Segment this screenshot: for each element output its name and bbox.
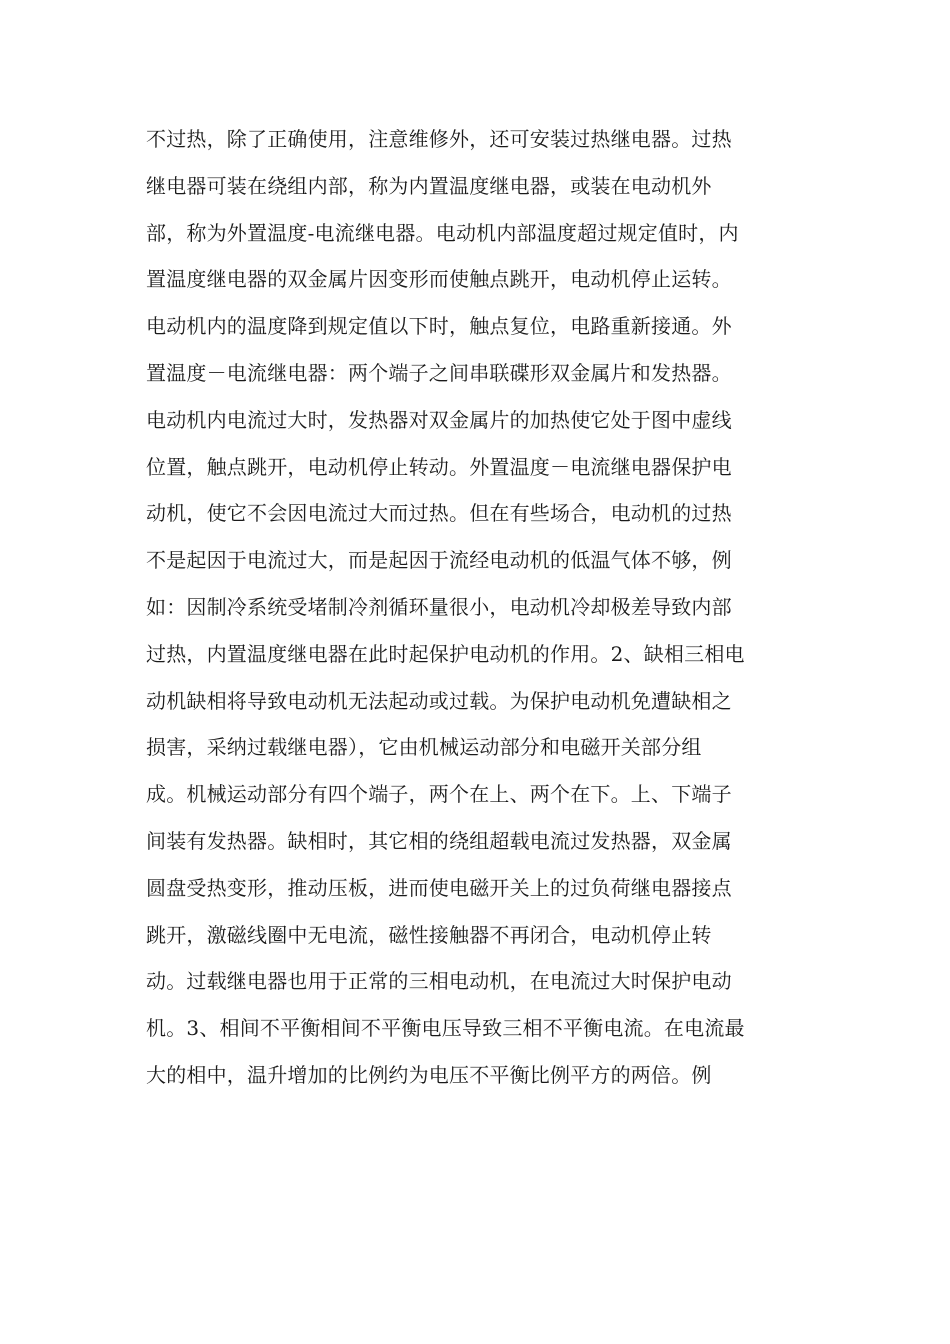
text-line: 不是起因于电流过大，而是起因于流经电动机的低温气体不够，例 (146, 548, 732, 573)
text-line: 机。3、相间不平衡相间不平衡电压导致三相不平衡电流。在电流最 (146, 1016, 745, 1041)
text-line: 间装有发热器。缺相时，其它相的绕组超载电流过发热器，双金属 (146, 828, 732, 853)
text-line: 损害，采纳过载继电器），它由机械运动部分和电磁开关部分组 (146, 735, 702, 760)
text-line: 电动机内电流过大时，发热器对双金属片的加热使它处于图中虚线 (146, 407, 732, 432)
text-line: 动机，使它不会因电流过大而过热。但在有些场合，电动机的过热 (146, 501, 732, 526)
text-line: 如：因制冷系统受堵制冷剂循环量很小，电动机冷却极差导致内部 (146, 594, 732, 619)
text-line: 动。过载继电器也用于正常的三相电动机，在电流过大时保护电动 (146, 969, 732, 994)
text-line: 动机缺相将导致电动机无法起动或过载。为保护电动机免遭缺相之 (146, 688, 732, 713)
text-line: 跳开，激磁线圈中无电流，磁性接触器不再闭合，电动机停止转 (146, 922, 712, 947)
text-line: 圆盘受热变形，推动压板，进而使电磁开关上的过负荷继电器接点 (146, 875, 732, 900)
text-line: 成。机械运动部分有四个端子，两个在上、两个在下。上、下端子 (146, 782, 732, 807)
body-text (146, 116, 816, 1099)
text-line: 继电器可装在绕组内部，称为内置温度继电器，或装在电动机外 (146, 173, 712, 198)
text-line: 电动机内的温度降到规定值以下时，触点复位，电路重新接通。外 (146, 314, 732, 339)
text-line: 大的相中，温升增加的比例约为电压不平衡比例平方的两倍。例 (146, 1062, 712, 1087)
text-line: 位置，触点跳开，电动机停止转动。外置温度－电流继电器保护电 (146, 454, 732, 479)
text-line: 不过热，除了正确使用，注意维修外，还可安装过热继电器。过热 (146, 127, 732, 151)
text-line: 过热，内置温度继电器在此时起保护电动机的作用。2、缺相三相电 (146, 641, 745, 666)
text-line: 置温度继电器的双金属片因变形而使触点跳开，电动机停止运转。 (146, 267, 732, 292)
text-line: 置温度－电流继电器：两个端子之间串联碟形双金属片和发热器。 (146, 360, 732, 385)
text-line: 部，称为外置温度-电流继电器。电动机内部温度超过规定值时，内 (146, 220, 739, 245)
